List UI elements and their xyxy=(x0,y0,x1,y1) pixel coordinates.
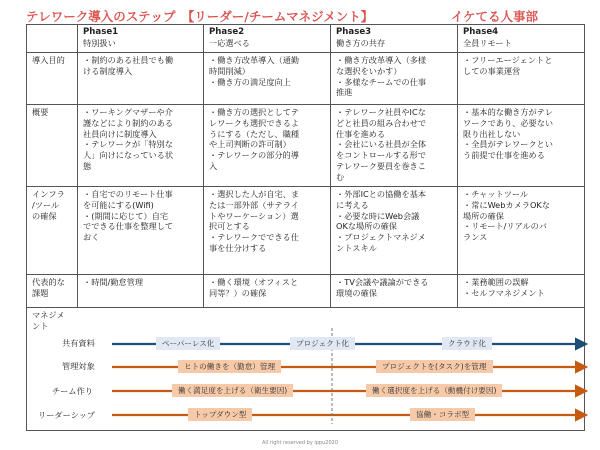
stage-hygiene: 働く満足度を上げる（衛生要因) xyxy=(172,384,293,397)
lane-label-team-building: チーム作り xyxy=(52,386,93,396)
phase-header-2 xyxy=(204,25,331,53)
stage-collab: 協働・コラボ型 xyxy=(410,408,475,421)
table-row-overview xyxy=(27,105,585,187)
lane-label-shared-docs: 共有資料 xyxy=(62,338,95,348)
phase-name: Phase2 xyxy=(209,27,245,37)
stage-project: プロジェクト化 xyxy=(290,337,355,350)
phase-header-row xyxy=(27,25,585,53)
table-row-management xyxy=(27,308,585,431)
table-row-purpose xyxy=(27,53,585,105)
corner-cell xyxy=(27,25,78,53)
table-cell: ・テレワーク社員やICな どと社員の組み合わせで 仕事を進める ・会社にいる社員が全体 をコントロールする形で テレワーク要員を巻きこ む xyxy=(331,105,458,187)
table-cell: ・フリーエージェントと しての事業運営 xyxy=(458,53,585,105)
table-cell: ・業務範囲の誤解 ・セルフマネジメント xyxy=(458,275,585,308)
row-label: インフラ /ツール の確保 xyxy=(27,187,78,275)
phase-name: Phase1 xyxy=(83,27,119,37)
stage-motivation: 働く選択度を上げる（動機付け要因) xyxy=(366,384,502,397)
stage-cloud: クラウド化 xyxy=(442,337,492,350)
table-cell: ・働き方改革導入（多様 な選択をいかす） ・多様なチームでの仕事 推進 xyxy=(331,53,458,105)
stage-paperless: ペーパーレス化 xyxy=(156,337,220,350)
phase-header-1 xyxy=(78,25,204,53)
table-cell: ・選択した人が自宅、ま たは一部外部（サテライ トやワーケーション）選 択可とする ・テレワークでできる仕 事を仕分けする xyxy=(204,187,331,275)
phase-subtitle: 働き方の共存 xyxy=(336,38,386,49)
table-cell: ・働く環境（オフィスと 同等？）の確保 xyxy=(204,275,331,308)
stage-task: プロジェクトを(タスク)を管理 xyxy=(376,360,493,373)
table-cell: ・ワーキングマザーや介 護などにより制約のある 社員向けに制度導入 ・テレワークが「特別な 人」向けになっている状 態 xyxy=(78,105,204,187)
phase-name: Phase4 xyxy=(463,27,499,37)
management-cell xyxy=(27,308,585,431)
table-cell: ・制約のある社員でも働 ける制度導入 xyxy=(78,53,204,105)
stage-attendance: ヒトの働きを（勤怠）管理 xyxy=(178,360,281,373)
row-label: 導入目的 xyxy=(27,53,78,105)
table-row-issues xyxy=(27,275,585,308)
phase-name: Phase3 xyxy=(336,27,372,37)
teleworking-steps-table xyxy=(26,24,585,431)
table-cell: ・働き方改革導入（通勤 時間削減） ・働き方の満足度向上 xyxy=(204,53,331,105)
table-cell: ・TV会議や議論ができる 環境の確保 xyxy=(331,275,458,308)
phase-subtitle: 一応選べる xyxy=(209,38,250,49)
page-title: テレワーク導入のステップ 【リーダー/チームマネジメント】 xyxy=(26,9,374,24)
footer-copyright: All right reserved by ippu2020 xyxy=(261,440,339,446)
table-cell: ・時間/勤怠管理 xyxy=(78,275,204,308)
table-row-infrastructure xyxy=(27,187,585,275)
table-cell: ・自宅でのリモート仕事 を可能にする(Wifi) ・(期間に応じて）自宅 でできる仕事を整理して おく xyxy=(78,187,204,275)
row-label: マネジメ ント xyxy=(32,310,65,331)
phase-header-3 xyxy=(331,25,458,53)
lane-label-leadership: リーダーシップ xyxy=(38,410,95,420)
phase-subtitle: 特別扱い xyxy=(83,38,116,49)
row-label: 概要 xyxy=(27,105,78,187)
row-label: 代表的な 課題 xyxy=(27,275,78,308)
table-cell: ・チャットツール ・常にWebカメラOKな 場所の確保 ・リモート/リアルのバ ランス xyxy=(458,187,585,275)
lane-label-management-target: 管理対象 xyxy=(62,361,95,371)
phase-header-4 xyxy=(458,25,585,53)
table-cell: ・基本的な働き方がテレ ワークであり、必要ない 限り出社しない ・全員がテレワークとい う前提で仕事を進める xyxy=(458,105,585,187)
table-cell: ・外部ICとの協働を基本 に考える ・必要な時にWeb会議 OKな場所の確保 ・プロジェクトマネジメ ントスキル xyxy=(331,187,458,275)
phase-subtitle: 全員リモート xyxy=(463,38,512,49)
stage-topdown: トップダウン型 xyxy=(188,408,252,421)
table-cell: ・働き方の選択としてテ レワークも選択できるよ うにする（ただし、職種 や上司判断の許可制） ・テレワークの部分的導 入 xyxy=(204,105,331,187)
brand-name: イケてる人事部 xyxy=(450,9,538,24)
